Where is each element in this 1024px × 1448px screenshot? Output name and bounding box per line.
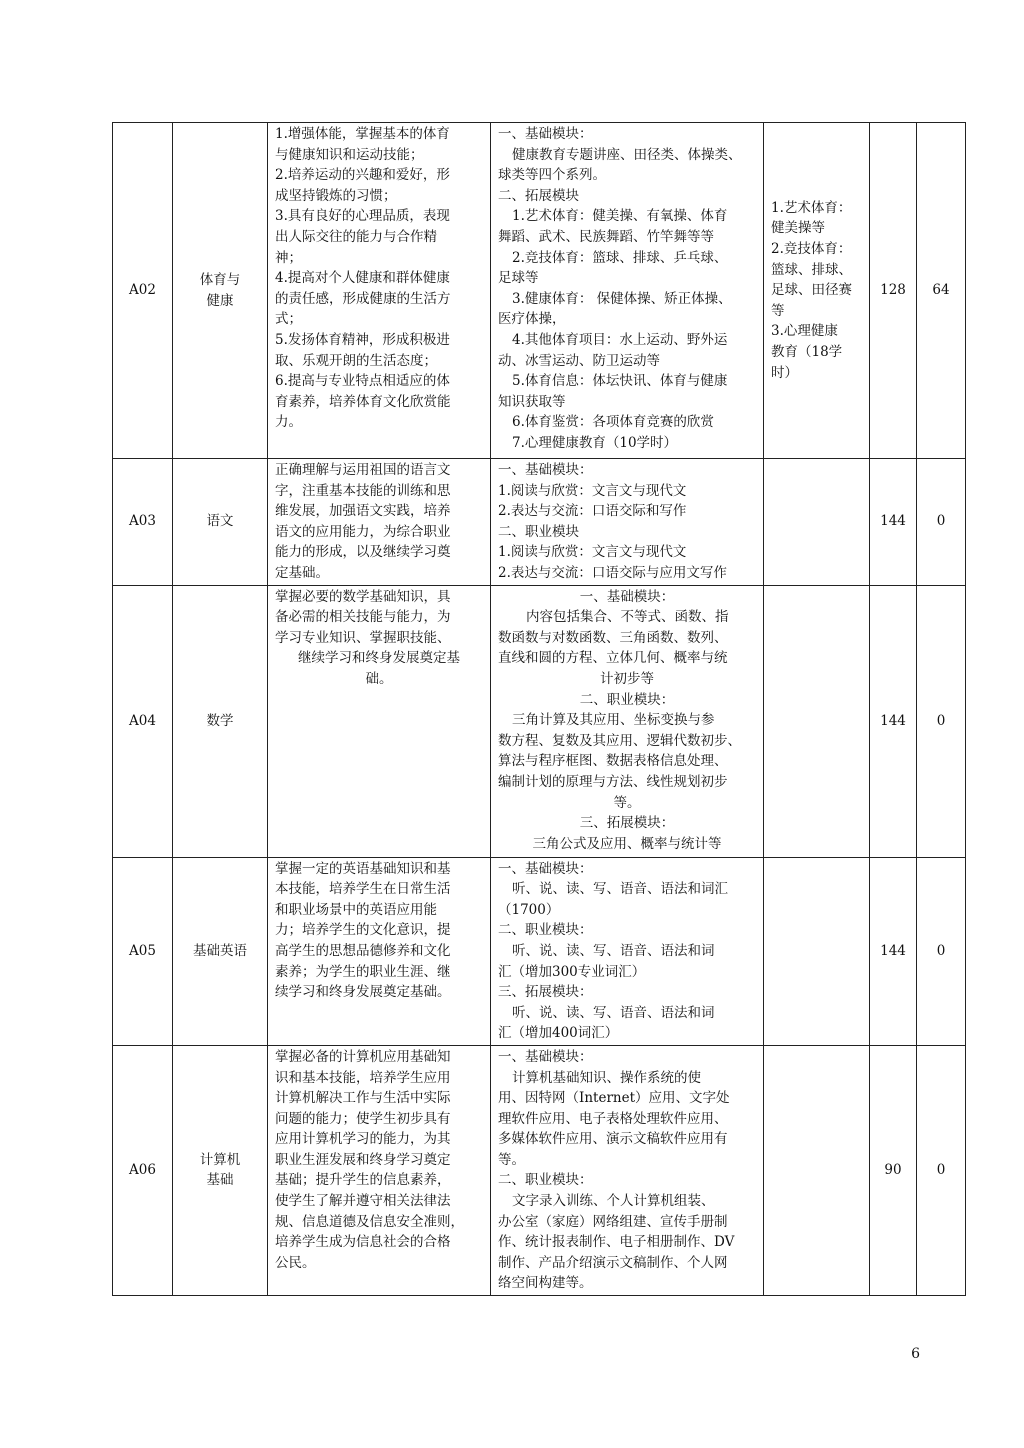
text-line: 培养学生成为信息社会的合格 — [275, 1234, 451, 1251]
text-line: 二、职业模块： — [498, 922, 593, 939]
text-line: 2.表达与交流：口语交际和写作 — [498, 503, 687, 520]
text-line: 的责任感，形成健康的生活方 — [275, 290, 451, 307]
text-line: 等 — [771, 302, 785, 319]
text-line: 算法与程序框图、数据表格信息处理、 — [498, 753, 728, 770]
text-line: 4.提高对个人健康和群体健康 — [275, 270, 450, 287]
text-line: 三、拓展模块： — [579, 815, 675, 832]
course-content-cell — [491, 857, 764, 1045]
course-goal-cell — [268, 585, 491, 857]
text-line: 识和基本技能，培养学生应用 — [275, 1069, 451, 1086]
text-line: 职业生涯发展和终身学习奠定 — [275, 1151, 451, 1168]
course-name-cell — [173, 857, 268, 1045]
text-line: 内容包括集合、不等式、函数、指 — [526, 609, 729, 626]
text-line: 备必需的相关技能与能力，为 — [275, 609, 451, 626]
course-content-cell — [491, 123, 764, 459]
course-name-cell — [173, 123, 268, 459]
course-goal-cell — [268, 1045, 491, 1295]
total-hours-cell: 144 — [870, 857, 917, 1045]
course-note-cell — [764, 1045, 870, 1295]
text-line: 1.阅读与欣赏：文言文与现代文 — [498, 482, 687, 499]
total-hours-cell: 90 — [870, 1045, 917, 1295]
text-line: 学习专业知识、掌握职技能、 — [275, 629, 451, 646]
text-line: 基础英语 — [193, 942, 247, 959]
text-line: 2.竞技体育： — [771, 241, 852, 258]
text-line: 体育与 — [199, 271, 241, 288]
text-line: 继续学习和终身发展奠定基 — [298, 650, 460, 667]
text-line: 一、基础模块： — [498, 126, 593, 142]
practice-hours-cell: 64 — [917, 123, 966, 459]
text-line: 二、职业模块： — [579, 691, 675, 708]
course-note-cell — [764, 459, 870, 586]
course-name-cell — [173, 585, 268, 857]
text-line: 1.阅读与欣赏：文言文与现代文 — [498, 544, 687, 561]
text-line: 语文的应用能力，为综合职业 — [275, 523, 451, 540]
text-line: 3.具有良好的心理品质，表现 — [275, 208, 450, 225]
text-line: 素养；为学生的职业生涯、继 — [275, 963, 451, 980]
text-line: 掌握必备的计算机应用基础知 — [275, 1048, 451, 1065]
text-line: 三角公式及应用、概率与统计等 — [532, 835, 722, 852]
text-line: 本技能，培养学生在日常生活 — [275, 881, 451, 898]
course-code-cell: A02 — [113, 123, 173, 459]
text-line: 2.培养运动的兴趣和爱好，形 — [275, 167, 450, 184]
text-line: 1.艺术体育：健美操、有氧操、体育 — [512, 208, 728, 225]
text-line: 直线和圆的方程、立体几何、概率与统 — [498, 650, 728, 667]
text-line: 问题的能力；使学生初步具有 — [275, 1110, 451, 1127]
text-line: 篮球、排球、 — [771, 261, 852, 278]
text-line: 能力的形成，以及继续学习奠 — [275, 544, 451, 561]
text-line: 高学生的思想品德修养和文化 — [275, 942, 451, 959]
text-line: 三角计算及其应用、坐标变换与参 — [512, 712, 715, 729]
text-line: 正确理解与运用祖国的语言文 — [275, 462, 451, 478]
text-line: 力。 — [275, 414, 302, 431]
practice-hours-cell: 0 — [917, 585, 966, 857]
text-line: 一、基础模块： — [498, 1048, 593, 1065]
text-line: 式； — [275, 311, 302, 328]
text-line: 基础 — [206, 1172, 234, 1189]
course-code-cell: A05 — [113, 857, 173, 1045]
text-line: 用、因特网（Internet）应用、文字处 — [498, 1090, 730, 1107]
text-line: 取、乐观开朗的生活态度； — [275, 352, 437, 369]
course-code-cell: A04 — [113, 585, 173, 857]
text-line: 基础；提升学生的信息素养， — [275, 1172, 451, 1189]
text-line: 编制计划的原理与方法、线性规划初步 — [498, 773, 728, 790]
text-line: 一、基础模块： — [498, 860, 593, 877]
course-goal-cell — [268, 857, 491, 1045]
text-line: 规、信息道德及信息安全准则， — [275, 1213, 464, 1230]
text-line: 字，注重基本技能的训练和思 — [275, 482, 451, 499]
text-line: 出人际交往的能力与合作精 — [275, 228, 437, 245]
text-line: 4.其他体育项目：水上运动、野外运 — [512, 331, 728, 348]
text-line: 语文 — [206, 513, 234, 530]
text-line: 与健康知识和运动技能； — [275, 146, 424, 163]
text-line: 足球、田径赛 — [771, 282, 852, 299]
text-line: 络空间构建等。 — [498, 1275, 593, 1292]
text-line: 神； — [275, 249, 302, 266]
text-line: 3.心理健康 — [771, 323, 838, 340]
text-line: 数函数与对数函数、三角函数、数列、 — [498, 629, 728, 646]
practice-hours-cell: 0 — [917, 1045, 966, 1295]
text-line: 定基础。 — [275, 564, 329, 581]
text-line: 续学习和终身发展奠定基础。 — [275, 984, 451, 1001]
text-line: 等。 — [613, 794, 641, 811]
text-line: 5.体育信息：体坛快讯、体育与健康 — [512, 373, 728, 390]
text-line: 础。 — [365, 670, 393, 687]
course-note-cell — [764, 585, 870, 857]
text-line: 作、统计报表制作、电子相册制作、DV — [498, 1234, 735, 1251]
total-hours-cell: 144 — [870, 459, 917, 586]
course-goal-cell — [268, 459, 491, 586]
text-line: 多媒体软件应用、演示文稿软件应用有 — [498, 1131, 728, 1148]
total-hours-cell: 144 — [870, 585, 917, 857]
text-line: 健康 — [206, 292, 234, 309]
text-line: 听、说、读、写、语音、语法和词 — [512, 942, 715, 959]
total-hours-cell: 128 — [870, 123, 917, 459]
text-line: 文字录入训练、个人计算机组装、 — [512, 1193, 715, 1210]
text-line: 3.健康体育： 保健体操、矫正体操、 — [512, 290, 732, 307]
text-line: 足球等 — [498, 270, 539, 287]
text-line: 二、职业模块 — [498, 523, 579, 540]
text-line: 力；培养学生的文化意识，提 — [275, 922, 451, 939]
course-content-cell — [491, 1045, 764, 1295]
text-line: 医疗体操， — [498, 311, 566, 328]
course-goal-cell — [268, 123, 491, 459]
text-line: 计算机基础知识、操作系统的使 — [512, 1069, 701, 1086]
table-row — [113, 857, 966, 1045]
text-line: 2.表达与交流：口语交际与应用文写作 — [498, 564, 727, 581]
text-line: 数学 — [206, 712, 234, 729]
practice-hours-cell: 0 — [917, 857, 966, 1045]
course-note-cell — [764, 857, 870, 1045]
table-row — [113, 123, 966, 459]
text-line: 6.体育鉴赏：各项体育竞赛的欣赏 — [512, 414, 714, 431]
text-line: 1.艺术体育： — [771, 199, 852, 216]
text-line: 6.提高与专业特点相适应的体 — [275, 373, 450, 390]
course-content-cell — [491, 459, 764, 586]
text-line: 时） — [771, 364, 798, 381]
text-line: 健康教育专题讲座、田径类、体操类、 — [512, 146, 742, 163]
text-line: 舞蹈、武术、民族舞蹈、竹竿舞等等 — [498, 228, 714, 245]
text-line: 听、说、读、写、语音、语法和词汇 — [512, 881, 728, 898]
text-line: 掌握一定的英语基础知识和基 — [275, 860, 451, 877]
text-line: 球类等四个系列。 — [498, 167, 606, 184]
text-line: 等。 — [498, 1151, 525, 1168]
text-line: 知识获取等 — [498, 393, 566, 410]
table-row — [113, 1045, 966, 1295]
text-line: 三、拓展模块： — [498, 984, 593, 1001]
text-line: 2.竞技体育：篮球、排球、乒乓球、 — [512, 249, 728, 266]
text-line: 5.发扬体育精神，形成积极进 — [275, 331, 450, 348]
page-number: 6 — [911, 1346, 920, 1362]
text-line: 二、职业模块： — [498, 1172, 593, 1189]
text-line: 公民。 — [275, 1254, 316, 1271]
text-line: 办公室（家庭）网络组建、宣传手册制 — [498, 1213, 728, 1230]
text-line: （1700） — [498, 901, 560, 918]
text-line: 一、基础模块： — [498, 462, 593, 478]
text-line: 育素养，培养体育文化欣赏能 — [275, 393, 451, 410]
text-line: 教育（18学 — [771, 343, 843, 360]
text-line: 计初步等 — [600, 670, 654, 687]
text-line: 一、基础模块： — [579, 588, 675, 605]
text-line: 1.增强体能，掌握基本的体育 — [275, 126, 450, 142]
course-name-cell — [173, 1045, 268, 1295]
course-content-cell — [491, 585, 764, 857]
text-line: 制作、产品介绍演示文稿制作、个人网 — [498, 1254, 728, 1271]
text-line: 动、冰雪运动、防卫运动等 — [498, 352, 660, 369]
text-line: 应用计算机学习的能力，为其 — [275, 1131, 451, 1148]
text-line: 汇（增加400词汇） — [498, 1025, 619, 1042]
table-row — [113, 459, 966, 586]
practice-hours-cell: 0 — [917, 459, 966, 586]
text-line: 二、拓展模块 — [498, 187, 579, 204]
course-note-cell — [764, 123, 870, 459]
text-line: 听、说、读、写、语音、语法和词 — [512, 1004, 715, 1021]
course-code-cell: A03 — [113, 459, 173, 586]
course-name-cell — [173, 459, 268, 586]
course-table — [112, 122, 966, 1296]
text-line: 掌握必要的数学基础知识，具 — [275, 588, 451, 605]
text-line: 数方程、复数及其应用、逻辑代数初步、 — [498, 732, 741, 749]
text-line: 使学生了解并遵守相关法律法 — [275, 1193, 451, 1210]
text-line: 健美操等 — [771, 220, 825, 237]
text-line: 维发展，加强语文实践，培养 — [275, 503, 451, 520]
course-code-cell: A06 — [113, 1045, 173, 1295]
text-line: 和职业场景中的英语应用能 — [275, 901, 437, 918]
text-line: 汇（增加300专业词汇） — [498, 963, 646, 980]
text-line: 7.心理健康教育（10学时） — [512, 434, 678, 451]
table-row — [113, 585, 966, 857]
text-line: 计算机解决工作与生活中实际 — [275, 1090, 451, 1107]
text-line: 计算机 — [199, 1151, 241, 1168]
text-line: 理软件应用、电子表格处理软件应用、 — [498, 1110, 728, 1127]
text-line: 成坚持锻炼的习惯； — [275, 187, 397, 204]
